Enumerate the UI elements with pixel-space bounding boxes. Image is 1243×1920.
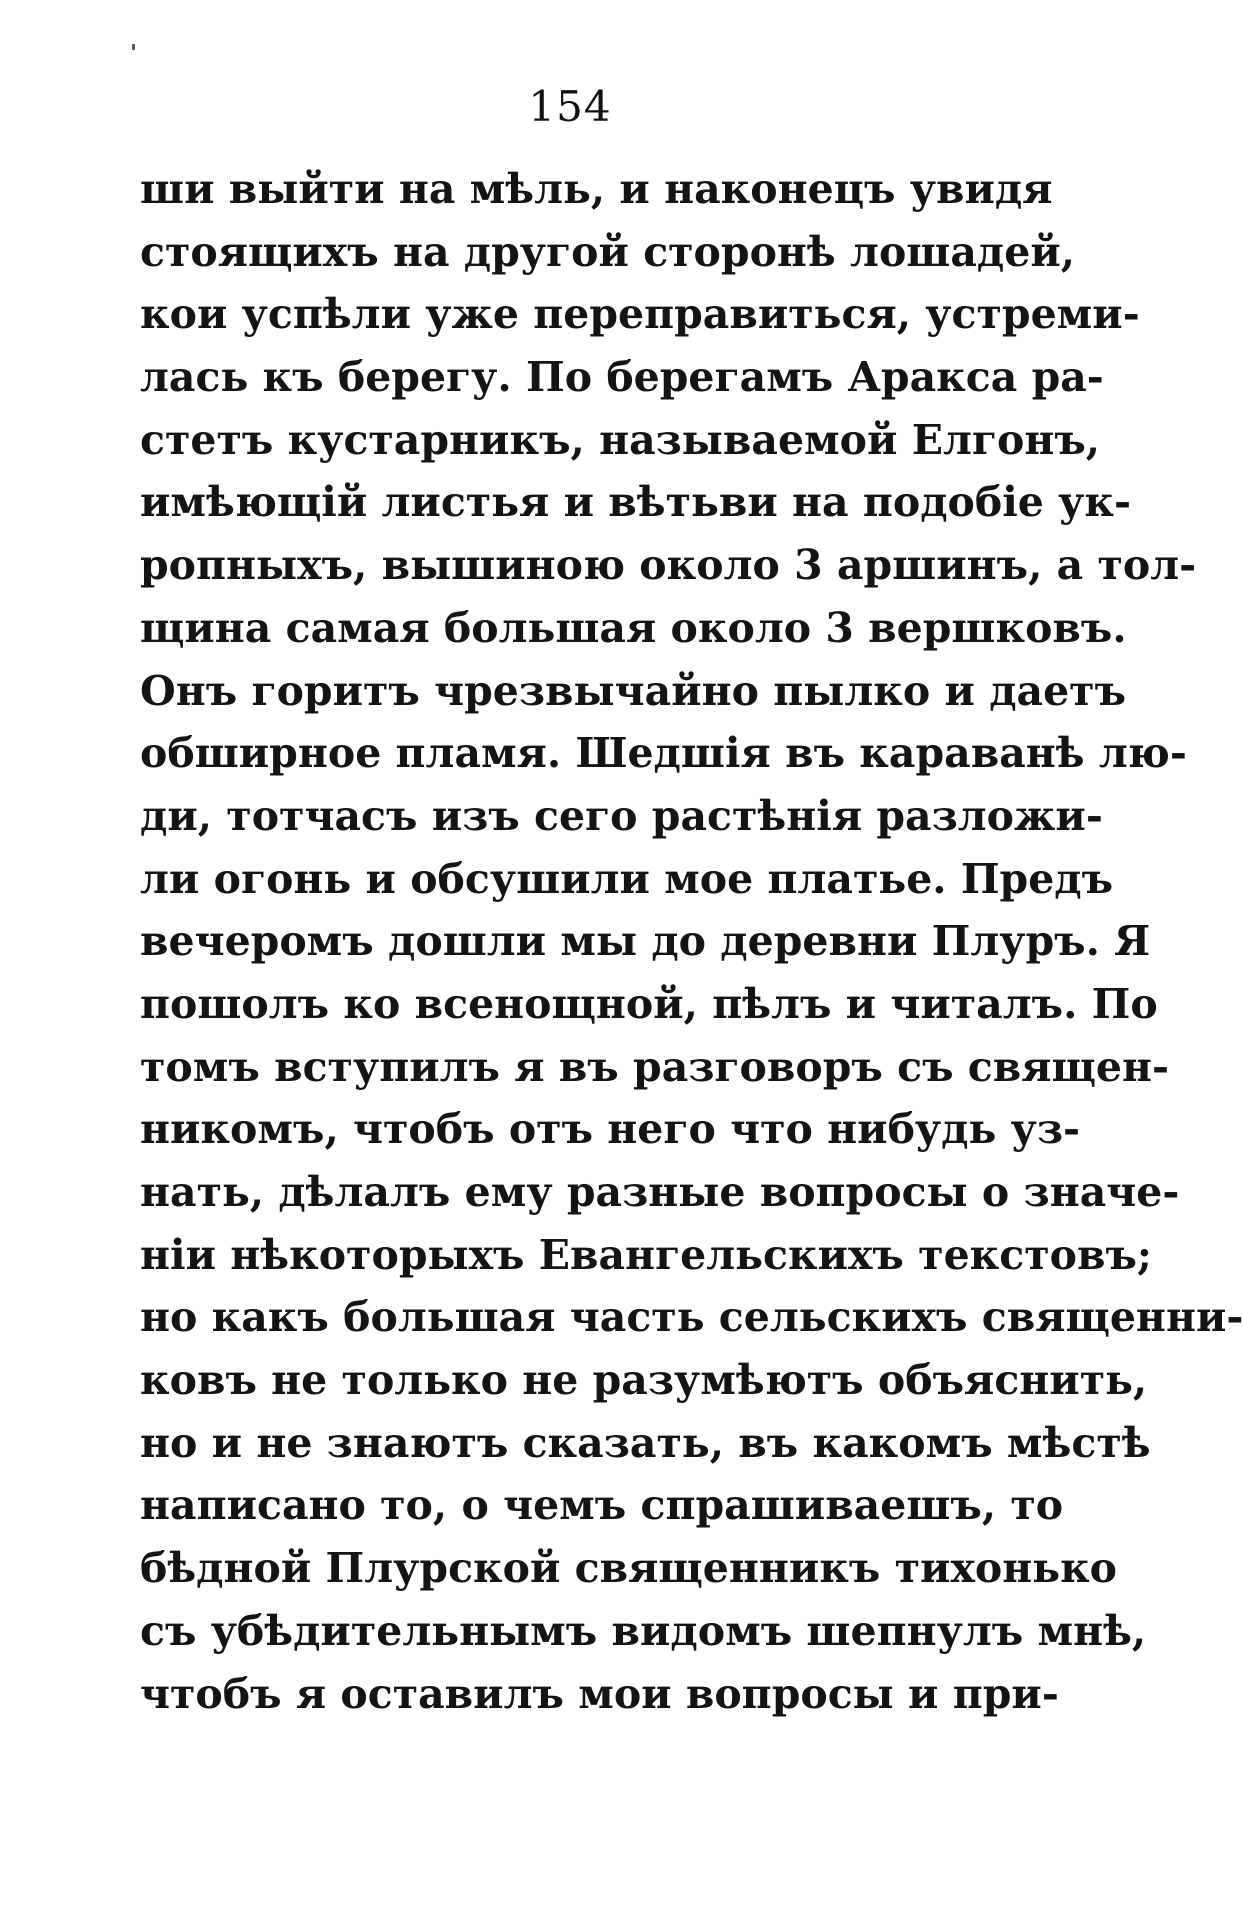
text-line: никомъ, чтобъ отъ него что нибудь уз-	[140, 1105, 1081, 1154]
text-line: съ убѣдительнымъ видомъ шепнулъ мнѣ,	[140, 1606, 1147, 1655]
text-line: стетъ кустарникъ, называемой Елгонъ,	[140, 415, 1101, 464]
text-line: ди, тотчасъ изъ сего растѣнія разложи-	[140, 791, 1103, 840]
text-line: ши выйти на мѣль, и наконецъ увидя	[140, 165, 1053, 213]
text-line: чтобъ я оставилъ мои вопросы и при-	[140, 1669, 1059, 1718]
text-line: кои успѣли уже переправиться, устреми-	[140, 290, 1140, 339]
text-line: томъ вступилъ я въ разговоръ съ священ-	[140, 1042, 1170, 1091]
text-line: вечеромъ дошли мы до деревни Плуръ. Я	[140, 917, 1151, 966]
text-line: ли огонь и обсушили мое платье. Предъ	[140, 854, 1114, 903]
text-line: Онъ горитъ чрезвычайно пылко и даетъ	[140, 666, 1127, 715]
text-line: имѣющій листья и вѣтьви на подобіе ук-	[140, 478, 1132, 527]
text-line: стоящихъ на другой сторонѣ лошадей,	[140, 227, 1076, 276]
text-line: лась къ берегу. По берегамъ Аракса ра-	[140, 353, 1104, 402]
text-line: ропныхъ, вышиною около 3 аршинъ, а тол-	[140, 541, 1197, 590]
text-line: бѣдной Плурской священникъ тихонько	[140, 1544, 1118, 1593]
text-line: обширное пламя. Шедшія въ караванѣ лю-	[140, 729, 1187, 778]
text-line: ніи нѣкоторыхъ Евангельскихъ текстовъ;	[140, 1230, 1153, 1279]
text-line: нать, дѣлалъ ему разные вопросы о значе-	[140, 1168, 1180, 1216]
text-line: но какъ большая часть сельскихъ священни-	[140, 1293, 1243, 1342]
text-line: но и не знаютъ сказать, въ какомъ мѣстѣ	[140, 1418, 1151, 1467]
text-line: щина самая большая около 3 вершковъ.	[140, 603, 1127, 652]
page-number: 154	[528, 82, 612, 131]
text-line: пошолъ ко всенощной, пѣлъ и читалъ. По	[140, 979, 1158, 1028]
body-text	[140, 158, 1243, 1725]
text-line: ковъ не только не разумѣютъ объяснить,	[140, 1356, 1148, 1405]
text-line: написано то, о чемъ спрашиваешъ, то	[140, 1481, 1064, 1530]
page-speck	[132, 44, 135, 50]
